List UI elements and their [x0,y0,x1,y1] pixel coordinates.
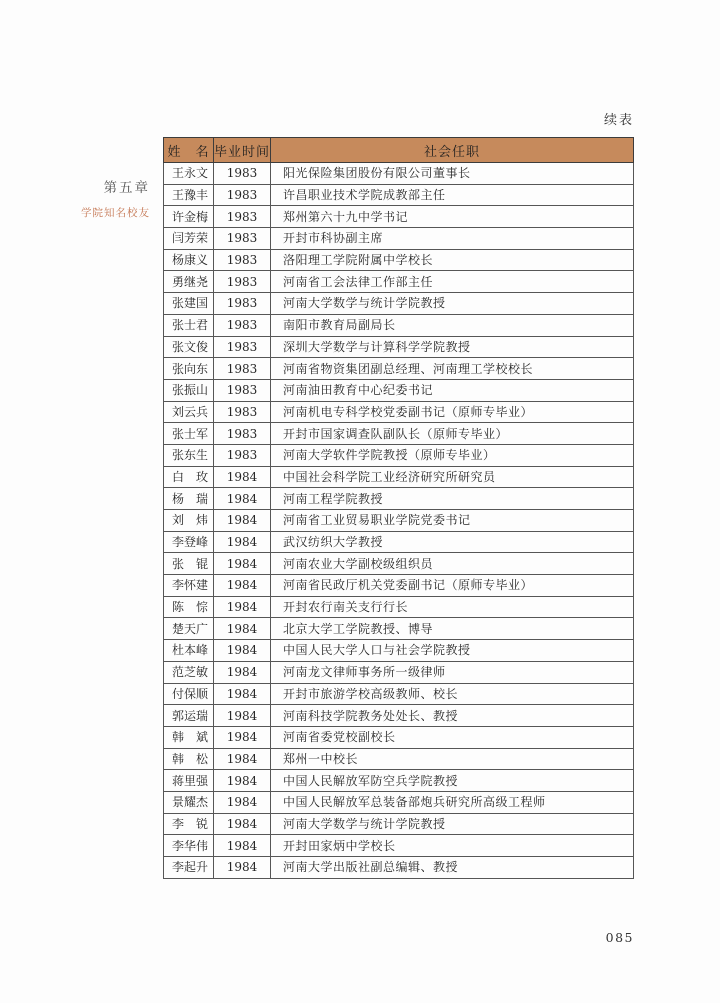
name-cell: 刘云兵 [164,401,214,423]
table-row [164,184,634,206]
header-name: 姓 名 [164,138,214,163]
position-cell: 阳光保险集团股份有限公司董事长 [271,163,634,185]
table-row [164,596,634,618]
position-cell: 郑州第六十九中学书记 [271,206,634,228]
year-cell: 1984 [214,661,271,683]
name-cell: 勇继尧 [164,271,214,293]
table-row [164,640,634,662]
name-cell: 王永文 [164,163,214,185]
table-row [164,661,634,683]
position-cell: 深圳大学数学与计算科学学院教授 [271,336,634,358]
year-cell: 1984 [214,575,271,597]
name-cell: 刘 炜 [164,510,214,532]
year-cell: 1984 [214,488,271,510]
position-cell: 中国人民解放军防空兵学院教授 [271,770,634,792]
name-cell: 杨康义 [164,249,214,271]
name-cell: 范芝敏 [164,661,214,683]
year-cell: 1983 [214,423,271,445]
table-row [164,726,634,748]
position-cell: 河南工程学院教授 [271,488,634,510]
name-cell: 张向东 [164,358,214,380]
year-cell: 1983 [214,379,271,401]
chapter-subtitle: 学院知名校友 [81,207,150,219]
table-row [164,791,634,813]
header-graduation-year: 毕业时间 [214,138,271,163]
name-cell: 张 锟 [164,553,214,575]
position-cell: 开封市科协副主席 [271,228,634,250]
position-cell: 中国人民大学人口与社会学院教授 [271,640,634,662]
name-cell: 张东生 [164,444,214,466]
position-cell: 开封田家炳中学校长 [271,835,634,857]
year-cell: 1984 [214,705,271,727]
table-row [164,466,634,488]
position-cell: 武汉纺织大学教授 [271,531,634,553]
table-row [164,857,634,879]
year-cell: 1983 [214,314,271,336]
table-row [164,163,634,185]
position-cell: 河南省工业贸易职业学院党委书记 [271,510,634,532]
year-cell: 1983 [214,358,271,380]
table-row [164,510,634,532]
table-row [164,206,634,228]
position-cell: 河南油田教育中心纪委书记 [271,379,634,401]
name-cell: 杨 瑞 [164,488,214,510]
name-cell: 张士军 [164,423,214,445]
year-cell: 1984 [214,531,271,553]
position-cell: 北京大学工学院教授、博导 [271,618,634,640]
name-cell: 张文俊 [164,336,214,358]
position-cell: 中国人民解放军总装备部炮兵研究所高级工程师 [271,791,634,813]
position-cell: 开封市旅游学校高级教师、校长 [271,683,634,705]
year-cell: 1984 [214,791,271,813]
name-cell: 许金梅 [164,206,214,228]
position-cell: 河南大学数学与统计学院教授 [271,813,634,835]
table-row [164,835,634,857]
name-cell: 李起升 [164,857,214,879]
name-cell: 王豫丰 [164,184,214,206]
year-cell: 1984 [214,726,271,748]
year-cell: 1983 [214,249,271,271]
name-cell: 张士君 [164,314,214,336]
position-cell: 中国社会科学院工业经济研究所研究员 [271,466,634,488]
page-number: 085 [605,930,634,945]
position-cell: 河南省工会法律工作部主任 [271,271,634,293]
year-cell: 1984 [214,770,271,792]
name-cell: 白 玫 [164,466,214,488]
year-cell: 1984 [214,510,271,532]
year-cell: 1983 [214,401,271,423]
table-row [164,683,634,705]
table-row [164,401,634,423]
table-row [164,423,634,445]
year-cell: 1984 [214,835,271,857]
year-cell: 1983 [214,206,271,228]
name-cell: 李 锐 [164,813,214,835]
position-cell: 河南省委党校副校长 [271,726,634,748]
year-cell: 1983 [214,271,271,293]
name-cell: 李华伟 [164,835,214,857]
name-cell: 杜本峰 [164,640,214,662]
position-cell: 开封市国家调查队副队长（原师专毕业） [271,423,634,445]
table-row [164,444,634,466]
table-header-row [164,138,634,163]
table-row [164,293,634,315]
name-cell: 张振山 [164,379,214,401]
position-cell: 郑州一中校长 [271,748,634,770]
name-cell: 李怀建 [164,575,214,597]
year-cell: 1983 [214,184,271,206]
header-social-position: 社会任职 [271,138,634,163]
position-cell: 河南省民政厅机关党委副书记（原师专毕业） [271,575,634,597]
year-cell: 1984 [214,813,271,835]
table-row [164,553,634,575]
year-cell: 1984 [214,596,271,618]
table-row [164,705,634,727]
table-row [164,575,634,597]
name-cell: 闫芳荣 [164,228,214,250]
position-cell: 南阳市教育局副局长 [271,314,634,336]
table-row [164,379,634,401]
position-cell: 开封农行南关支行行长 [271,596,634,618]
year-cell: 1983 [214,163,271,185]
position-cell: 许昌职业技术学院成教部主任 [271,184,634,206]
table-row [164,618,634,640]
position-cell: 河南大学出版社副总编辑、教授 [271,857,634,879]
table-row [164,488,634,510]
table-body [164,163,634,879]
position-cell: 河南科技学院教务处处长、教授 [271,705,634,727]
table-row [164,531,634,553]
table-row [164,336,634,358]
position-cell: 河南大学软件学院教授（原师专毕业） [271,444,634,466]
table-row [164,249,634,271]
name-cell: 景耀杰 [164,791,214,813]
year-cell: 1984 [214,640,271,662]
position-cell: 洛阳理工学院附属中学校长 [271,249,634,271]
year-cell: 1984 [214,857,271,879]
table-row [164,770,634,792]
position-cell: 河南大学数学与统计学院教授 [271,293,634,315]
name-cell: 郭运瑞 [164,705,214,727]
chapter-title: 第五章 [103,180,150,196]
year-cell: 1983 [214,293,271,315]
year-cell: 1984 [214,553,271,575]
year-cell: 1983 [214,444,271,466]
alumni-table [163,137,634,879]
chapter-margin [0,176,150,220]
year-cell: 1984 [214,683,271,705]
year-cell: 1984 [214,748,271,770]
position-cell: 河南农业大学副校级组织员 [271,553,634,575]
name-cell: 韩 斌 [164,726,214,748]
name-cell: 韩 松 [164,748,214,770]
table-row [164,271,634,293]
name-cell: 张建国 [164,293,214,315]
position-cell: 河南龙文律师事务所一级律师 [271,661,634,683]
year-cell: 1984 [214,466,271,488]
name-cell: 陈 悰 [164,596,214,618]
table-row [164,228,634,250]
table-row [164,314,634,336]
year-cell: 1983 [214,336,271,358]
position-cell: 河南省物资集团副总经理、河南理工学校校长 [271,358,634,380]
year-cell: 1984 [214,618,271,640]
position-cell: 河南机电专科学校党委副书记（原师专毕业） [271,401,634,423]
continued-table-label: 续表 [603,113,634,128]
table-row [164,748,634,770]
name-cell: 楚天广 [164,618,214,640]
year-cell: 1983 [214,228,271,250]
name-cell: 付保顺 [164,683,214,705]
name-cell: 李登峰 [164,531,214,553]
name-cell: 蒋里强 [164,770,214,792]
table-row [164,358,634,380]
table-row [164,813,634,835]
